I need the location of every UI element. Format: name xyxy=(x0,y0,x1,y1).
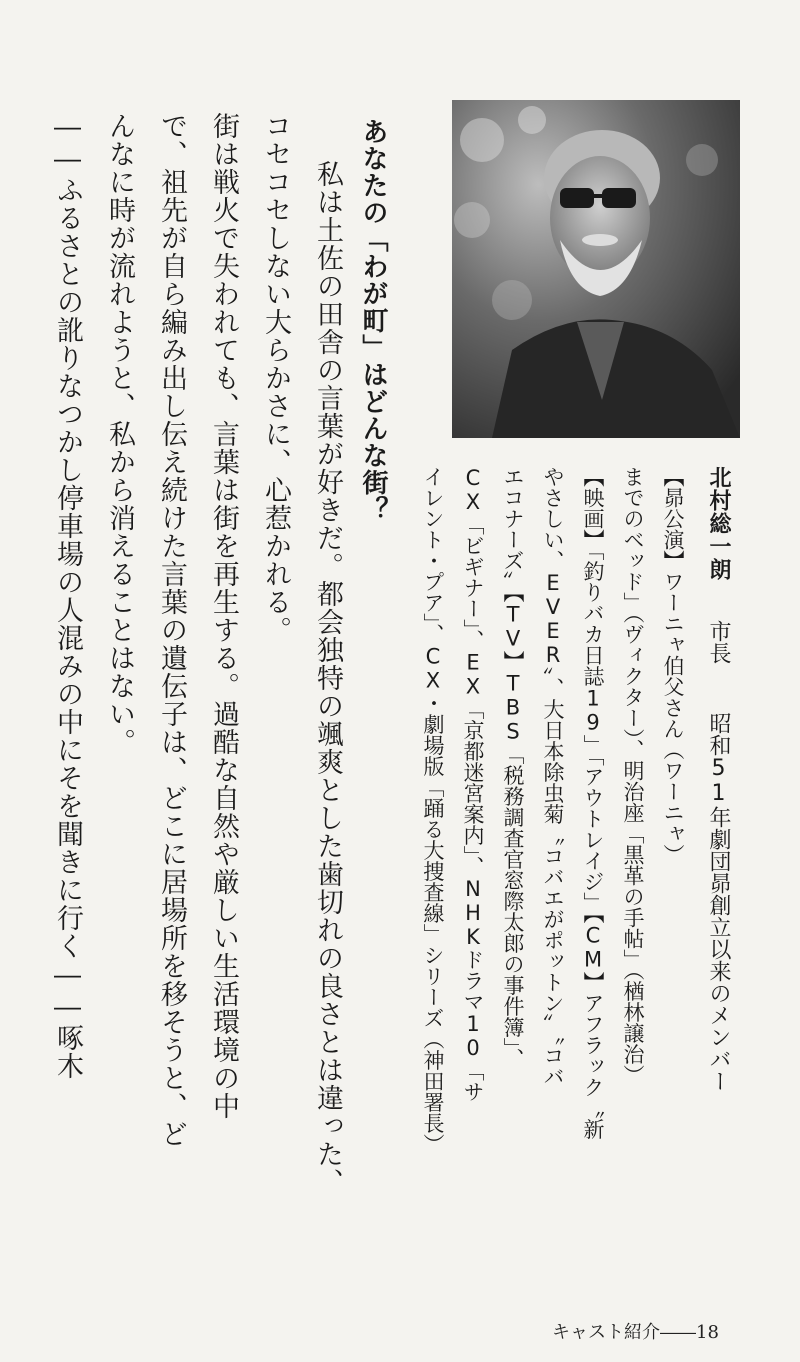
bio-line-1: 【昴公演】ワーニャ伯父さん（ワーニャ） xyxy=(661,466,685,865)
essay-question: あなたの「わが町」はどんな街？ xyxy=(358,118,388,523)
cast-debut: 昭和51年劇団昴創立以来のメンバー xyxy=(706,712,731,1092)
cast-role: 市長 xyxy=(706,620,731,664)
page-footer xyxy=(552,1318,772,1348)
essay-line-2: コセコセしない大らかさに、心惹かれる。 xyxy=(260,112,291,644)
portrait-photo xyxy=(452,100,740,438)
essay-line-6: ――ふるさとの訛りなつかし停車場の人混みの中にそを聞きに行く――啄木 xyxy=(52,112,83,1080)
bio-line-3: 【映画】「釣りバカ日誌19」「アウトレイジ」【CM】アフラック〝新 xyxy=(581,466,605,1140)
essay-line-3: 街は戦火で失われても、言葉は街を再生する。過酷な自然や厳しい生活環境の中 xyxy=(208,112,239,1120)
cast-name: 北村総一朗 xyxy=(706,466,731,581)
bio-line-6: CX「ビギナー」、EX「京都迷宮案内」、NHKドラマ10「サ xyxy=(461,466,485,1102)
essay-line-5: んなに時が流れようと、私から消えることはない。 xyxy=(104,112,135,756)
bio-line-7: イレント・プア」、CX・劇場版「踊る大捜査線」シリーズ（神田署長） xyxy=(421,466,445,1155)
bio-line-4: やさしい、EVER〟、大日本除虫菊〝コバエがポットン〟〝コバ xyxy=(541,466,565,1087)
portrait-image xyxy=(452,100,740,438)
essay-line-1: 私は土佐の田舎の言葉が好きだ。都会独特の颯爽とした歯切れの良さとは違った、 xyxy=(312,160,343,1196)
bio-line-5: エコナーズ〟【TV】TBS「税務調査官窓際太郎の事件簿」、 xyxy=(501,466,525,1069)
page-number: 18 xyxy=(696,1322,719,1343)
footer-section: キャスト紹介 xyxy=(552,1322,660,1343)
footer-dash: ―― xyxy=(660,1322,696,1343)
essay-line-4: で、祖先が自ら編み出し伝え続けた言葉の遺伝子は、どこに居場所を移そうと、ど xyxy=(156,112,187,1148)
bio-line-2: までのベッド」（ヴィクター）、明治座「黒革の手帖」（楢林譲治） xyxy=(621,466,645,1086)
